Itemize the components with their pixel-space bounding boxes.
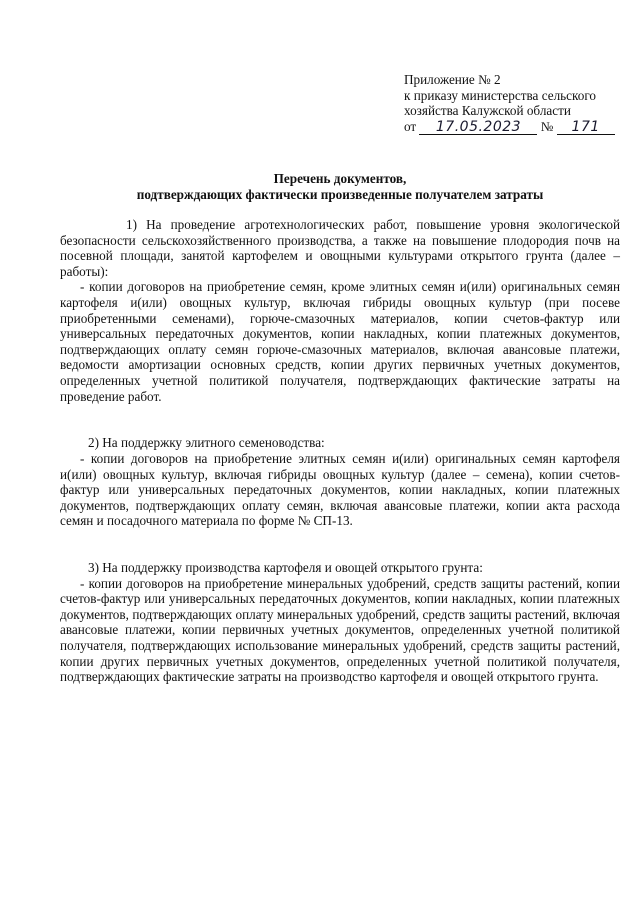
section-1-heading: 1) На проведение агротехнологических работ, повышение уровня экологической безопасности сельскохозяйственного производства, а также на повышение плодородия почв на посевной площади, занятой картофелем и овощными культурами открытого грунта (далее – работы): <box>60 217 620 279</box>
date-prefix: от <box>404 118 417 134</box>
section-2-heading: 2) На поддержку элитного семеноводства: <box>88 435 325 451</box>
section-1-item: - копии договоров на приобретение семян, кроме элитных семян и(или) оригинальных семян картофеля и(или) овощных культур, включая гибриды овощных культур (при посеве приобретенными семенами), горюче-смазочных материалов, копии счетов-фактур или универсальных передаточных документов, копии накладных, копии платежных документов, подтверждающих оплату семян горюче-смазочных материалов, включая авансовые платежи, ведомости амортизации основных средств, копии других первичных учетных документов, определенных учетной политикой получателя, подтверждающих фактические затраты на проведение работ. <box>60 279 620 404</box>
handwritten-number: 171 <box>557 120 615 135</box>
number-sign: № <box>540 118 554 134</box>
appendix-number: Приложение № 2 <box>404 72 501 87</box>
appendix-ministry: хозяйства Калужской области <box>404 103 571 119</box>
section-3-item: - копии договоров на приобретение минеральных удобрений, средств защиты растений, копии счетов-фактур или универсальных передаточных документов, копии накладных, копии платежных документов, подтверждающих оплату минеральных удобрений, средств защиты растений, включая авансовые платежи, копии первичных учетных документов, определенных учетной политикой получателя, подтверждающих использование минеральных удобрений, средств защиты растений, копии других первичных учетных документов, определенных учетной политикой получателя, подтверждающих фактические затраты на производство картофеля и овощей открытого грунта. <box>60 575 620 685</box>
appendix-header <box>404 72 634 135</box>
section-3-heading: 3) На поддержку производства картофеля и овощей открытого грунта: <box>88 560 483 576</box>
title-line-1: Перечень документов, <box>273 171 407 186</box>
appendix-order-ref: к приказу министерства сельского <box>404 87 597 103</box>
document-body <box>60 217 620 685</box>
document-title <box>60 171 620 202</box>
section-2-item: - копии договоров на приобретение элитных семян и(или) оригинальных семян картофеля и(или) овощных культур, включая гибриды овощных культур (далее – семена), копии счетов-фактур или универсальных передаточных документов, копии накладных, копии платежных документов, подтверждающих оплату семян, включая авансовые платежи, копии акта расхода семян и посадочного материала по форме № СП-13. <box>60 450 620 529</box>
handwritten-date: 17.05.2023 <box>419 120 537 135</box>
appendix-date-line <box>404 119 634 135</box>
title-line-2: подтверждающих фактически произведенные получателем затраты <box>136 186 544 202</box>
